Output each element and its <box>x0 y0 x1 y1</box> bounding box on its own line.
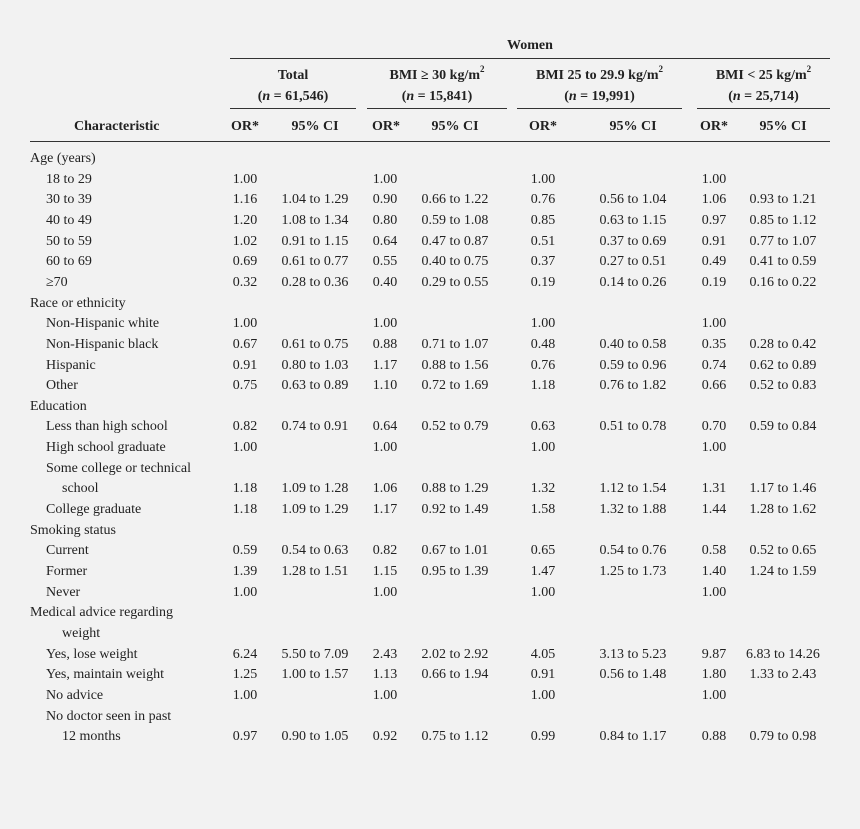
row-label: 12 months <box>62 729 121 744</box>
or-value: 0.70 <box>701 419 727 434</box>
ci-value: 0.77 to 1.07 <box>749 234 817 249</box>
ci-value: 1.25 to 1.73 <box>599 564 667 579</box>
or-value: 1.00 <box>701 688 727 703</box>
ci-value: 0.91 to 1.15 <box>281 234 349 249</box>
or-value: 1.18 <box>232 502 258 517</box>
or-value: 1.02 <box>232 234 258 249</box>
row-label: No doctor seen in past <box>46 709 172 724</box>
group-label: BMI 25 to 29.9 $kg/m^2$ <box>536 64 663 83</box>
or-value: 9.87 <box>701 647 727 662</box>
or-value: 0.40 <box>372 275 398 290</box>
row-label: Current <box>46 543 89 558</box>
or-value: 1.00 <box>372 316 398 331</box>
or-value: 0.69 <box>232 254 258 269</box>
or-value: 0.35 <box>701 337 727 352</box>
or-column-header: OR* <box>529 119 557 134</box>
or-value: 0.19 <box>530 275 556 290</box>
or-value: 1.00 <box>232 440 258 455</box>
ci-value: 0.14 to 0.26 <box>599 275 667 290</box>
or-value: 1.17 <box>372 502 398 517</box>
group-n: (n = 25,714) <box>728 89 799 104</box>
ci-value: 0.28 to 0.42 <box>749 337 817 352</box>
group-n: (n = 19,991) <box>564 89 635 104</box>
ci-value: 0.59 to 1.08 <box>421 213 489 228</box>
ci-value: 0.41 to 0.59 <box>749 254 817 269</box>
ci-value: 0.40 to 0.75 <box>421 254 489 269</box>
row-label: Yes, maintain weight <box>46 667 164 682</box>
superscript: 2 <box>658 64 663 75</box>
group-header-rule <box>230 58 830 59</box>
ci-value: 0.54 to 0.76 <box>599 543 667 558</box>
ci-value: 1.04 to 1.29 <box>281 192 349 207</box>
or-value: 1.00 <box>530 316 556 331</box>
or-column-header: OR* <box>700 119 728 134</box>
or-value: 0.76 <box>530 192 556 207</box>
row-label: Age (years) <box>30 151 96 166</box>
ci-value: 0.37 to 0.69 <box>599 234 667 249</box>
or-value: 0.90 <box>372 192 398 207</box>
ci-value: 1.28 to 1.62 <box>749 502 817 517</box>
header-bottom-rule <box>30 141 830 142</box>
ci-value: 0.52 to 0.83 <box>749 378 817 393</box>
ci-value: 0.84 to 1.17 <box>599 729 667 744</box>
or-value: 1.00 <box>232 585 258 600</box>
ci-value: 1.17 to 1.46 <box>749 481 817 496</box>
or-value: 0.92 <box>372 729 398 744</box>
or-value: 1.31 <box>701 481 727 496</box>
or-value: 1.00 <box>232 316 258 331</box>
or-value: 1.00 <box>372 585 398 600</box>
group-rule <box>517 108 682 109</box>
or-value: 1.18 <box>232 481 258 496</box>
row-label: Former <box>46 564 88 579</box>
ci-value: 0.59 to 0.84 <box>749 419 817 434</box>
row-label: 18 to 29 <box>46 172 92 187</box>
or-value: 1.40 <box>701 564 727 579</box>
ci-column-header: 95% CI <box>609 119 657 134</box>
row-label: College graduate <box>46 502 142 517</box>
row-label: Less than high school <box>46 419 168 434</box>
row-label: Never <box>46 585 81 600</box>
ci-value: 0.67 to 1.01 <box>421 543 489 558</box>
or-value: 1.13 <box>372 667 398 682</box>
group-header-women: Women <box>507 38 553 53</box>
or-value: 6.24 <box>232 647 258 662</box>
or-value: 4.05 <box>530 647 556 662</box>
ci-value: 0.93 to 1.21 <box>749 192 817 207</box>
row-label: Education <box>30 399 87 414</box>
or-value: 0.19 <box>701 275 727 290</box>
superscript: 2 <box>480 64 485 75</box>
or-value: 1.00 <box>372 440 398 455</box>
or-value: 0.49 <box>701 254 727 269</box>
ci-value: 0.27 to 0.51 <box>599 254 667 269</box>
ci-value: 0.29 to 0.55 <box>421 275 489 290</box>
ci-value: 1.09 to 1.28 <box>281 481 349 496</box>
group-label: Total <box>277 68 309 83</box>
ci-value: 0.61 to 0.77 <box>281 254 349 269</box>
ci-value: 0.16 to 0.22 <box>749 275 817 290</box>
or-value: 0.88 <box>701 729 727 744</box>
or-value: 0.37 <box>530 254 556 269</box>
ci-value: 0.40 to 0.58 <box>599 337 667 352</box>
row-label: ≥70 <box>46 275 68 290</box>
row-label: school <box>62 481 99 496</box>
ci-value: 0.88 to 1.29 <box>421 481 489 496</box>
ci-value: 2.02 to 2.92 <box>421 647 489 662</box>
ci-column-header: 95% CI <box>431 119 479 134</box>
row-label: Non-Hispanic black <box>46 337 159 352</box>
ci-value: 0.80 to 1.03 <box>281 358 349 373</box>
ci-value: 0.88 to 1.56 <box>421 358 489 373</box>
ci-value: 5.50 to 7.09 <box>281 647 349 662</box>
or-value: 1.00 <box>701 172 727 187</box>
or-value: 1.32 <box>530 481 556 496</box>
or-value: 0.58 <box>701 543 727 558</box>
group-label: BMI < 25 $kg/m^2$ <box>715 64 812 83</box>
or-value: 0.63 <box>530 419 556 434</box>
row-label: 50 to 59 <box>46 234 92 249</box>
ci-value: 0.66 to 1.94 <box>421 667 489 682</box>
or-value: 0.88 <box>372 337 398 352</box>
or-value: 1.80 <box>701 667 727 682</box>
or-value: 0.55 <box>372 254 398 269</box>
ci-value: 1.32 to 1.88 <box>599 502 667 517</box>
or-value: 1.00 <box>701 585 727 600</box>
ci-value: 0.56 to 1.48 <box>599 667 667 682</box>
ci-value: 0.28 to 0.36 <box>281 275 349 290</box>
or-value: 1.17 <box>372 358 398 373</box>
ci-value: 0.85 to 1.12 <box>749 213 817 228</box>
or-value: 0.91 <box>530 667 556 682</box>
ci-value: 0.76 to 1.82 <box>599 378 667 393</box>
or-value: 1.06 <box>372 481 398 496</box>
ci-value: 0.75 to 1.12 <box>421 729 489 744</box>
or-value: 1.00 <box>372 172 398 187</box>
or-value: 0.66 <box>701 378 727 393</box>
ci-value: 0.52 to 0.65 <box>749 543 817 558</box>
ci-value: 0.72 to 1.69 <box>421 378 489 393</box>
or-value: 0.59 <box>232 543 258 558</box>
ci-value: 0.62 to 0.89 <box>749 358 817 373</box>
row-label: Smoking status <box>30 523 116 538</box>
ci-column-header: 95% CI <box>759 119 807 134</box>
or-value: 0.32 <box>232 275 258 290</box>
ci-value: 0.52 to 0.79 <box>421 419 489 434</box>
group-rule <box>367 108 507 109</box>
or-value: 0.74 <box>701 358 727 373</box>
or-value: 0.64 <box>372 419 398 434</box>
ci-value: 0.74 to 0.91 <box>281 419 349 434</box>
or-value: 1.00 <box>232 688 258 703</box>
ci-value: 0.71 to 1.07 <box>421 337 489 352</box>
or-value: 0.97 <box>232 729 258 744</box>
row-label: No advice <box>46 688 104 703</box>
ci-value: 6.83 to 14.26 <box>746 647 820 662</box>
or-value: 1.00 <box>701 316 727 331</box>
or-value: 0.76 <box>530 358 556 373</box>
ci-value: 0.90 to 1.05 <box>281 729 349 744</box>
or-value: 1.06 <box>701 192 727 207</box>
or-value: 1.47 <box>530 564 556 579</box>
row-label: Medical advice regarding <box>30 605 174 620</box>
or-value: 0.67 <box>232 337 258 352</box>
or-value: 0.91 <box>232 358 258 373</box>
ci-value: 0.59 to 0.96 <box>599 358 667 373</box>
or-value: 0.82 <box>372 543 398 558</box>
ci-value: 0.95 to 1.39 <box>421 564 489 579</box>
or-value: 0.75 <box>232 378 258 393</box>
or-value: 1.20 <box>232 213 258 228</box>
row-label: 40 to 49 <box>46 213 92 228</box>
or-value: 0.48 <box>530 337 556 352</box>
or-column-header: OR* <box>372 119 400 134</box>
group-rule <box>697 108 830 109</box>
or-value: 1.00 <box>701 440 727 455</box>
or-value: 1.58 <box>530 502 556 517</box>
row-label: Yes, lose weight <box>46 647 138 662</box>
or-value: 0.91 <box>701 234 727 249</box>
ci-value: 0.92 to 1.49 <box>421 502 489 517</box>
superscript: 2 <box>806 64 812 75</box>
or-column-header: OR* <box>231 119 259 134</box>
ci-value: 0.61 to 0.75 <box>281 337 349 352</box>
or-value: 1.16 <box>232 192 258 207</box>
row-label: Hispanic <box>46 358 96 373</box>
ci-value: 1.00 to 1.57 <box>281 667 349 682</box>
ci-value: 1.08 to 1.34 <box>281 213 349 228</box>
or-value: 1.00 <box>530 585 556 600</box>
or-value: 1.15 <box>372 564 398 579</box>
group-rule <box>230 108 356 109</box>
row-label: 60 to 69 <box>46 254 92 269</box>
ci-value: 1.12 to 1.54 <box>599 481 667 496</box>
row-label: Non-Hispanic white <box>46 316 160 331</box>
row-label: Other <box>46 378 78 393</box>
or-value: 1.18 <box>530 378 556 393</box>
group-n: (n = 15,841) <box>401 89 473 104</box>
or-value: 1.00 <box>232 172 258 187</box>
or-value: 0.65 <box>530 543 556 558</box>
ci-value: 1.28 to 1.51 <box>281 564 349 579</box>
ci-value: 0.63 to 1.15 <box>599 213 667 228</box>
characteristic-header: Characteristic <box>74 119 160 134</box>
ci-column-header: 95% CI <box>291 119 339 134</box>
or-value: 0.97 <box>701 213 727 228</box>
or-value: 0.82 <box>232 419 258 434</box>
ci-value: 1.24 to 1.59 <box>749 564 817 579</box>
ci-value: 1.33 to 2.43 <box>749 667 817 682</box>
or-value: 1.00 <box>530 688 556 703</box>
ci-value: 0.47 to 0.87 <box>421 234 489 249</box>
ci-value: 3.13 to 5.23 <box>599 647 667 662</box>
group-label: BMI ≥ 30 $kg/m^2$ <box>389 64 485 83</box>
row-label: Race or ethnicity <box>30 296 126 311</box>
or-value: 2.43 <box>372 647 398 662</box>
or-value: 0.51 <box>530 234 556 249</box>
row-label: High school graduate <box>46 440 166 455</box>
ci-value: 0.66 to 1.22 <box>421 192 489 207</box>
or-value: 0.80 <box>372 213 398 228</box>
or-value: 1.00 <box>530 172 556 187</box>
row-label: Some college or technical <box>46 461 191 476</box>
ci-value: 0.56 to 1.04 <box>599 192 667 207</box>
or-value: 1.00 <box>372 688 398 703</box>
group-n: (n = 61,546) <box>257 89 329 104</box>
ci-value: 1.09 to 1.29 <box>281 502 349 517</box>
ci-value: 0.51 to 0.78 <box>599 419 667 434</box>
ci-value: 0.63 to 0.89 <box>281 378 349 393</box>
ci-value: 0.54 to 0.63 <box>281 543 349 558</box>
ci-value: 0.79 to 0.98 <box>749 729 817 744</box>
or-value: 0.85 <box>530 213 556 228</box>
row-label: 30 to 39 <box>46 192 92 207</box>
row-label: weight <box>62 626 101 641</box>
or-value: 1.25 <box>232 667 258 682</box>
or-value: 0.64 <box>372 234 398 249</box>
or-value: 0.99 <box>530 729 556 744</box>
or-value: 1.39 <box>232 564 258 579</box>
or-value: 1.00 <box>530 440 556 455</box>
or-value: 1.44 <box>701 502 727 517</box>
or-value: 1.10 <box>372 378 398 393</box>
